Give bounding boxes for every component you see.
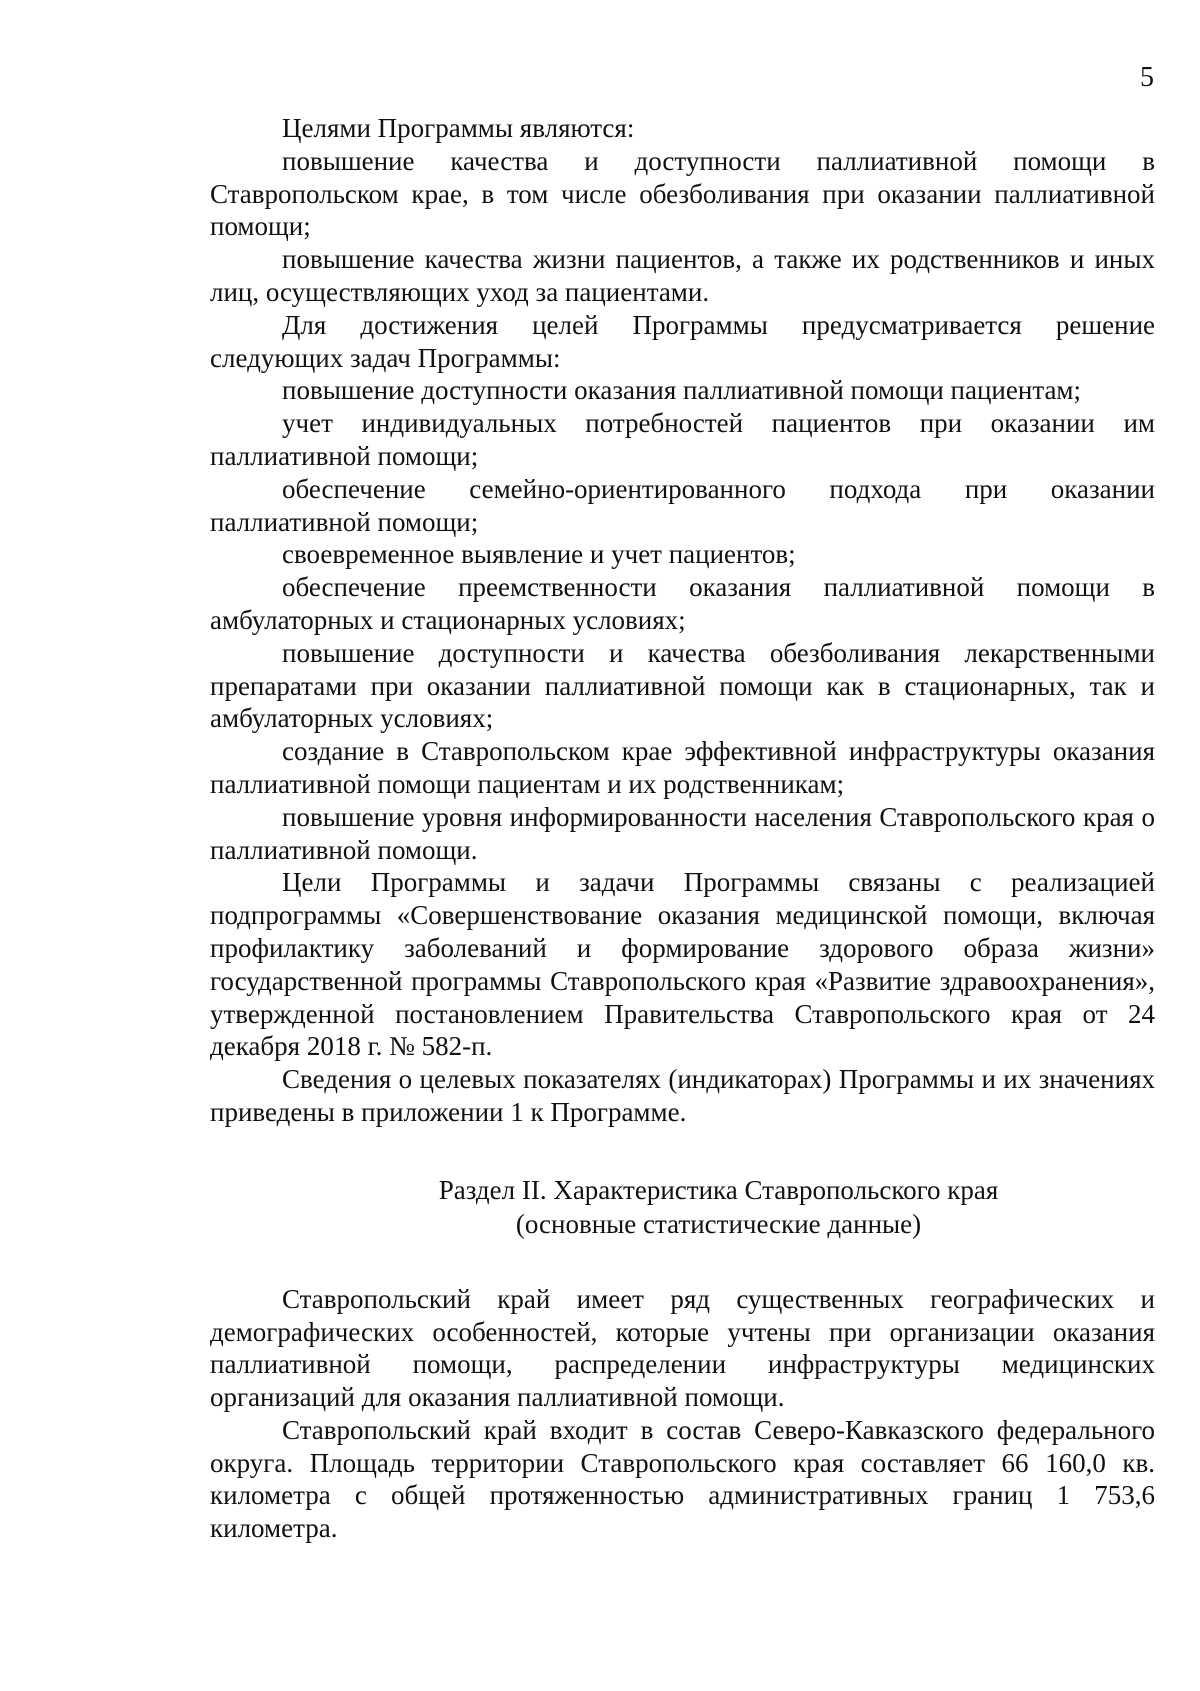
paragraph: учет индивидуальных потребностей пациентов при оказании им паллиативной помощи; bbox=[210, 408, 1155, 471]
paragraph: повышение качества и доступности паллиативной помощи в Ставропольском крае, в том числе обезболивания при оказании паллиативной помощи; bbox=[210, 145, 1155, 242]
paragraph: Ставропольский край имеет ряд существенных географических и демографических особенностей, которые учтены при организации оказания паллиативной помощи, распределении инфраструктуры медицинских организаций для оказания паллиативной помощи. bbox=[210, 1283, 1155, 1413]
page-number: 5 bbox=[1140, 62, 1154, 93]
paragraph: Целями Программы являются: bbox=[282, 113, 635, 143]
paragraph: Ставропольский край входит в состав Северо-Кавказского федерального округа. Площадь территории Ставропольского края составляет 66 160,0 кв. километра с общей протяженностью административных границ 1 753,6 километра. bbox=[210, 1414, 1155, 1544]
section-heading-title: Раздел II. Характеристика Ставропольского края bbox=[438, 1174, 999, 1205]
paragraph: обеспечение семейно-ориентированного подхода при оказании паллиативной помощи; bbox=[210, 473, 1155, 537]
paragraph: своевременное выявление и учет пациентов; bbox=[282, 539, 796, 570]
paragraph: повышение качества жизни пациентов, а также их родственников и иных лиц, осуществляющих уход за пациентами. bbox=[210, 244, 1155, 307]
section-heading bbox=[282, 1173, 1155, 1241]
paragraph: Для достижения целей Программы предусматривается решение следующих задач Программы: bbox=[210, 309, 1155, 373]
paragraph: Сведения о целевых показателях (индикаторах) Программы и их значениях приведены в приложении 1 к Программе. bbox=[210, 1064, 1155, 1127]
section-heading-subtitle: (основные статистические данные) bbox=[515, 1208, 922, 1239]
paragraph: повышение доступности и качества обезболивания лекарственными препаратами при оказании паллиативной помощи как в стационарных, так и амбулаторных условиях; bbox=[210, 637, 1155, 734]
paragraph: повышение уровня информированности населения Ставропольского края о паллиативной помощи. bbox=[210, 801, 1155, 865]
paragraph: повышение доступности оказания паллиативной помощи пациентам; bbox=[282, 375, 1082, 406]
paragraph: обеспечение преемственности оказания паллиативной помощи в амбулаторных и стационарных условиях; bbox=[210, 572, 1155, 635]
document-body bbox=[210, 112, 1155, 1545]
paragraph: создание в Ставропольском крае эффективной инфраструктуры оказания паллиативной помощи пациентам и их родственникам; bbox=[210, 736, 1155, 799]
paragraph: Цели Программы и задачи Программы связаны с реализацией подпрограммы «Совершенствование оказания медицинской помощи, включая профилактику заболеваний и формирование здорового образа жизни» государственной программы Ставропольского края «Развитие здравоохранения», утвержденной постановлением Правительства Ставропольского края от 24 декабря 2018 г. № 582-п. bbox=[210, 867, 1155, 1062]
